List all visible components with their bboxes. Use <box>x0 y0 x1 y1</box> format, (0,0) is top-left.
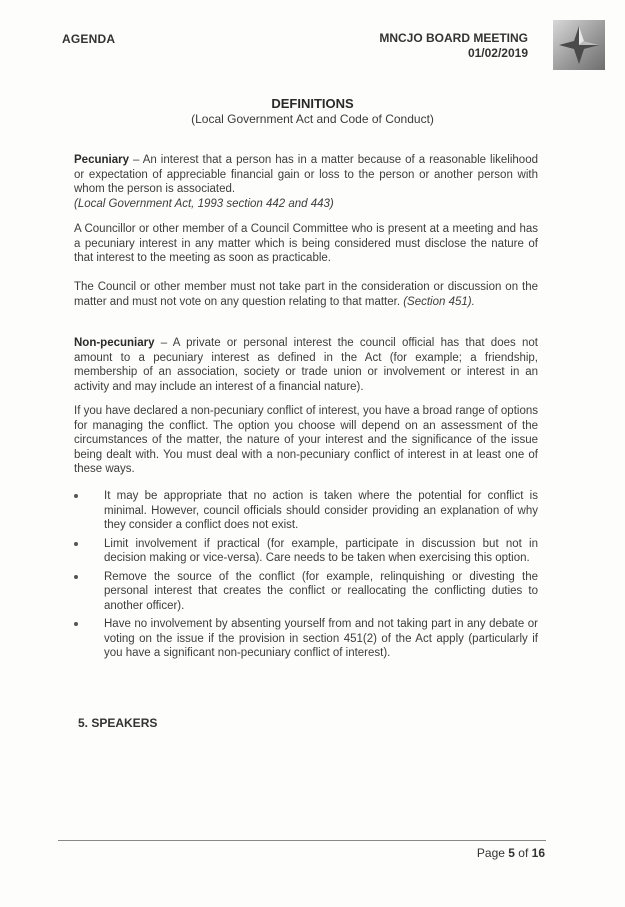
agenda-label: AGENDA <box>62 32 116 46</box>
non-pecuniary-term: Non-pecuniary <box>74 337 155 349</box>
list-item: Limit involvement if practical (for example, participate in discussion but not in decision making or vice-versa). Care needs to be taken when exercising this option. <box>74 537 538 566</box>
bullet-icon <box>74 622 78 626</box>
list-item: Remove the source of the conflict (for example, relinquishing or divesting the personal interest that creates the conflict or reallocating the conflicting duties to another officer). <box>74 570 538 614</box>
bullet-icon <box>74 542 78 546</box>
pecuniary-participation-paragraph <box>74 280 538 309</box>
footer-divider <box>58 840 546 841</box>
pecuniary-citation: (Local Government Act, 1993 section 442 and 443) <box>74 197 334 210</box>
bullet-icon <box>74 494 78 498</box>
pecuniary-disclosure-paragraph: A Councillor or other member of a Council Committee who is present at a meeting and has a pecuniary interest in any matter which is being considered must disclose the nature of that interest to the meeting as soon as practicable. <box>74 223 538 264</box>
meeting-date: 01/02/2019 <box>467 46 528 60</box>
speakers-section-heading: 5. SPEAKERS <box>78 716 158 730</box>
conflict-options-list <box>74 489 538 665</box>
pecuniary-participation-text: The Council or other member must not take part in the consideration or discussion on the matter and must not vote on any question relating to that matter. <box>74 281 538 308</box>
meeting-header <box>379 31 528 61</box>
list-item: Have no involvement by absenting yourself from and not taking part in any debate or voting on the issue if the provision in section 451(2) of the Act apply (particularly if you have a significant non-pecuniary conflict of interest). <box>74 617 538 661</box>
definitions-title: DEFINITIONS <box>271 96 354 111</box>
list-item: It may be appropriate that no action is taken where the potential for conflict is minimal. However, council officials should consider providing an explanation of why they consider a conflict does not exist. <box>74 489 538 533</box>
non-pecuniary-definition <box>74 336 538 394</box>
definitions-subtitle: (Local Government Act and Code of Conduct) <box>191 112 434 126</box>
non-pecuniary-options-paragraph: If you have declared a non-pecuniary conflict of interest, you have a broad range of options for managing the conflict. The option you choose will depend on an assessment of the circumstances of the matter, the nature of your interest and the significance of the issue being dealt with. You must deal with a non-pecuniary conflict of interest in at least one of these ways. <box>74 405 538 475</box>
meeting-title: MNCJO BOARD MEETING <box>379 31 528 45</box>
non-pecuniary-definition-text: – A private or personal interest the council official has that does not amount to a pecuniary interest as defined in the Act (for example; a friendship, membership of an association, society or trade union or involvement or interest in an activity and may include an interest of a financial nature). <box>74 337 538 393</box>
diamond-star-logo-icon <box>553 20 605 70</box>
bullet-icon <box>74 575 78 579</box>
page-number: Page 5 of 16 <box>476 846 545 860</box>
pecuniary-term: Pecuniary <box>74 154 129 166</box>
pecuniary-definition-text: – An interest that a person has in a matter because of a reasonable likelihood or expectation of appreciable financial gain or loss to the person or another person with whom the person is associated. <box>74 154 538 195</box>
pecuniary-definition <box>74 153 538 211</box>
section-451-citation: (Section 451). <box>403 295 475 308</box>
